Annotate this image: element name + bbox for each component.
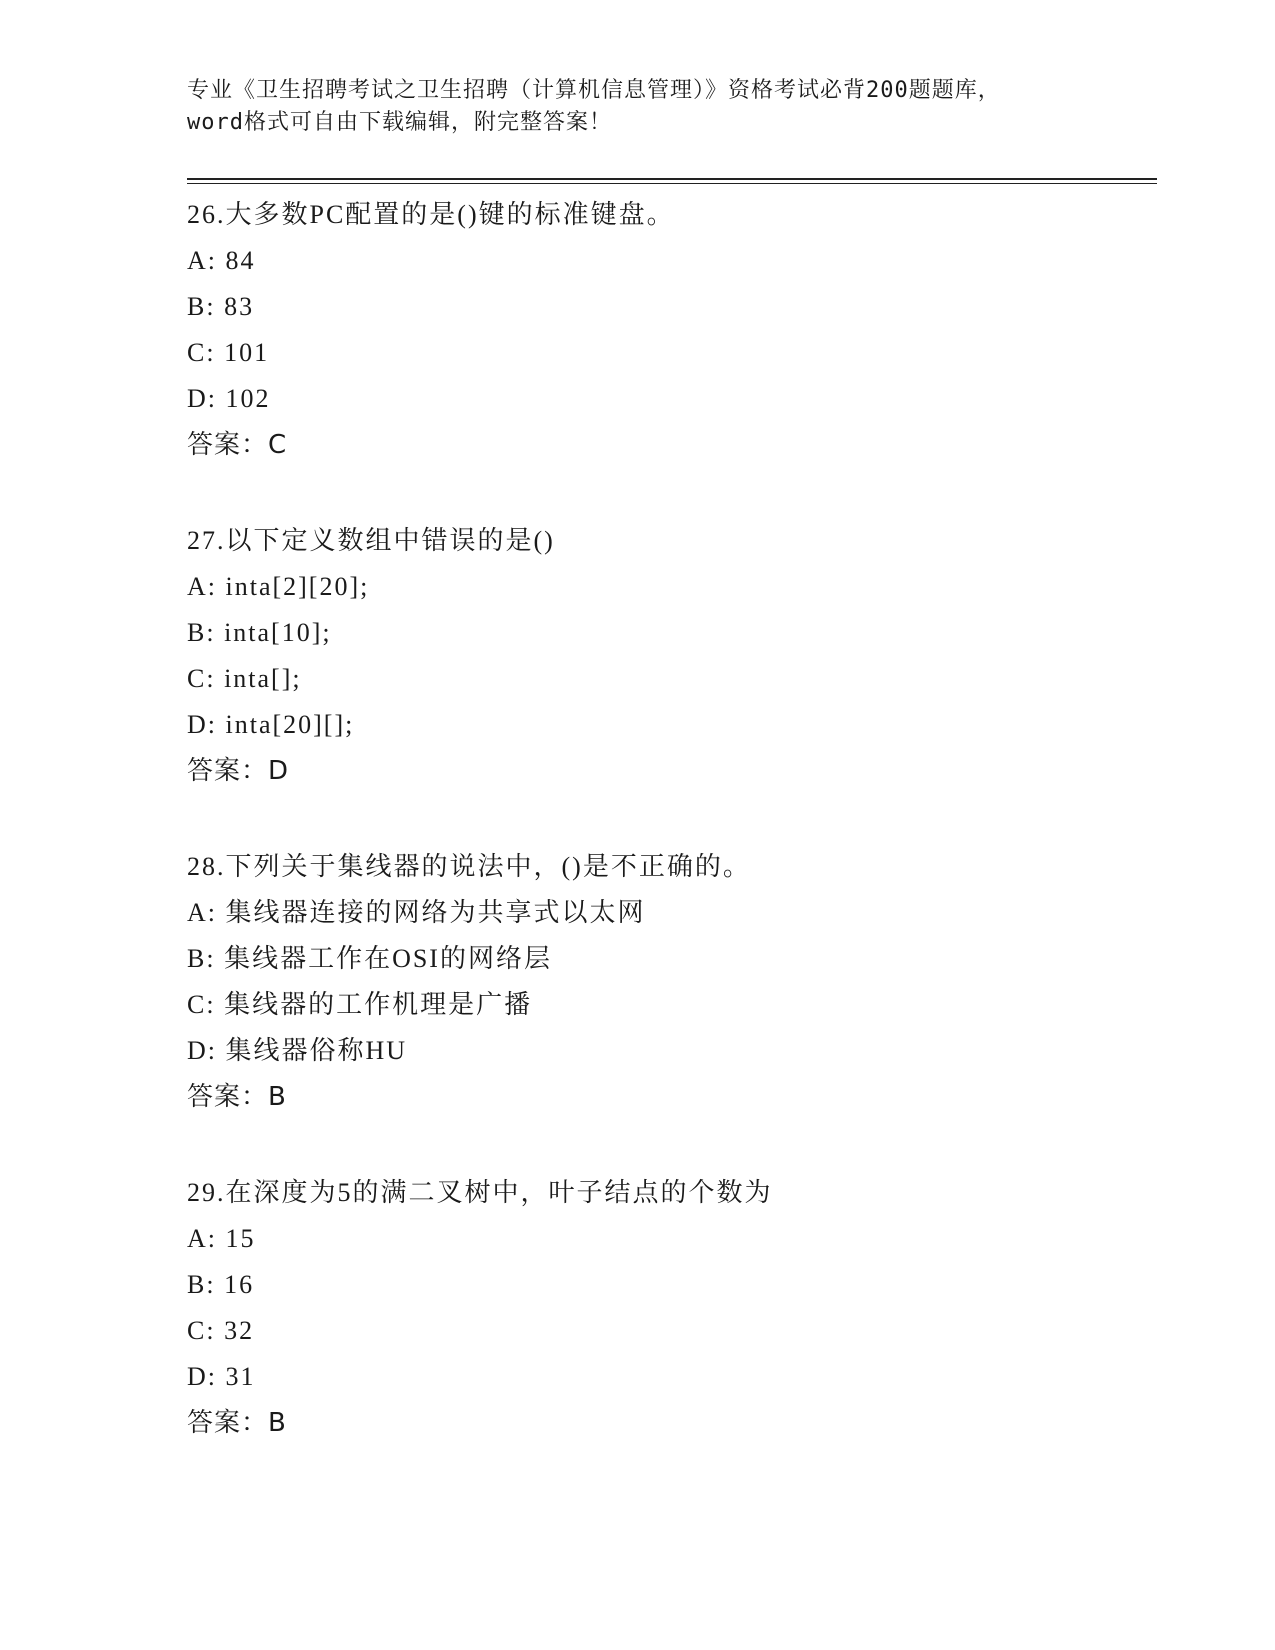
option-a: A: 84 (187, 246, 256, 275)
option-d: D: 102 (187, 384, 271, 413)
option-d: D: 31 (187, 1362, 256, 1391)
question-27 (187, 518, 1157, 794)
answer-line: 答案：C (187, 430, 288, 460)
question-28 (187, 844, 1157, 1120)
question-stem: 27.以下定义数组中错误的是() (187, 526, 555, 555)
option-b: B: 集线器工作在OSI的网络层 (187, 944, 552, 973)
question-list (187, 192, 1157, 1496)
answer-line: 答案：B (187, 1082, 287, 1112)
option-c: C: inta[]; (187, 664, 302, 693)
option-b: B: inta[10]; (187, 618, 332, 647)
header-line-1: 专业《卫生招聘考试之卫生招聘（计算机信息管理）》资格考试必背200题题库， (187, 78, 1001, 103)
question-29 (187, 1170, 1157, 1446)
document-header (187, 75, 1087, 139)
option-c: C: 32 (187, 1316, 255, 1345)
answer-line: 答案：D (187, 756, 290, 786)
option-a: A: 集线器连接的网络为共享式以太网 (187, 898, 646, 927)
option-d: D: inta[20][]; (187, 710, 355, 739)
option-a: A: inta[2][20]; (187, 572, 370, 601)
question-26 (187, 192, 1157, 468)
question-stem: 28.下列关于集线器的说法中，()是不正确的。 (187, 852, 751, 881)
option-c: C: 101 (187, 338, 270, 367)
question-stem: 26.大多数PC配置的是()键的标准键盘。 (187, 200, 675, 229)
option-b: B: 16 (187, 1270, 255, 1299)
question-stem: 29.在深度为5的满二叉树中，叶子结点的个数为 (187, 1178, 773, 1207)
option-d: D: 集线器俗称HU (187, 1036, 408, 1065)
option-a: A: 15 (187, 1224, 256, 1253)
header-divider (187, 178, 1157, 184)
answer-line: 答案：B (187, 1408, 287, 1438)
option-c: C: 集线器的工作机理是广播 (187, 990, 533, 1019)
header-line-2: word格式可自由下载编辑，附完整答案！ (187, 110, 612, 135)
option-b: B: 83 (187, 292, 255, 321)
